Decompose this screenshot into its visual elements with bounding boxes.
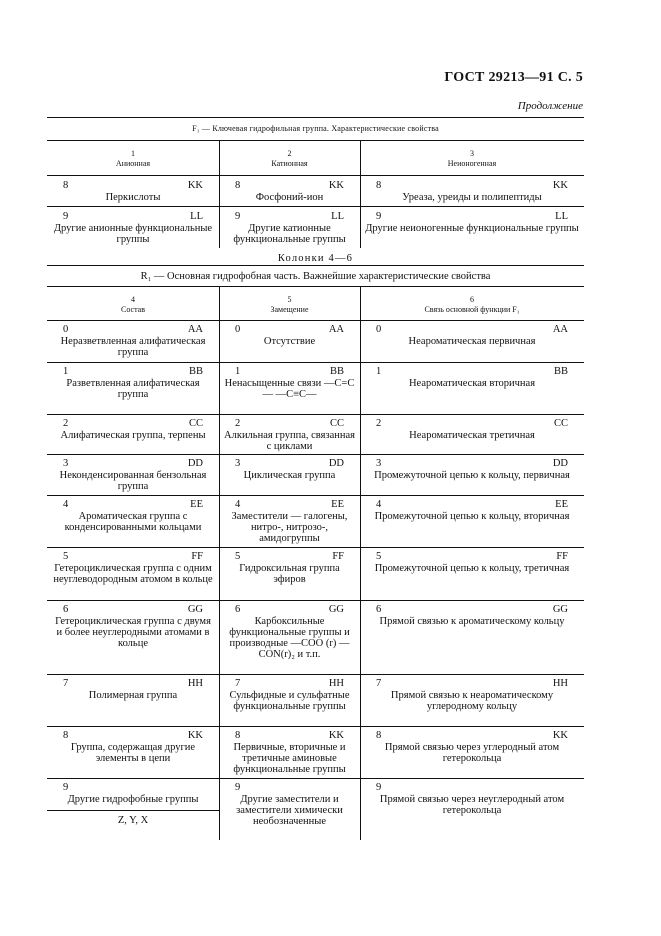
cell-code: BB: [329, 366, 344, 377]
cell-text: Карбоксильные функциональные группы и производные —COO (r) —CON(r)₂ и т.п.: [229, 616, 350, 660]
table-cell: [47, 497, 219, 545]
cell-number: 9: [235, 211, 241, 222]
cell-text: Прямой связью к неароматическому углеродному кольцу: [390, 690, 554, 712]
table-rule: [47, 414, 584, 415]
table-cell: [360, 209, 584, 253]
cell-number: 0: [376, 324, 382, 335]
table-cell: [360, 456, 584, 493]
table-cell: [360, 322, 584, 360]
table-rule: [47, 362, 584, 363]
section1-title: F₁ — Ключевая гидрофильная группа. Характеристические свойства: [192, 124, 439, 133]
cell-code: KK: [552, 180, 568, 191]
cell-code: LL: [331, 211, 344, 222]
table-cell: [360, 178, 584, 206]
table-cell: [360, 549, 584, 598]
table-cell: [47, 209, 219, 253]
column-header: [360, 295, 584, 315]
table-cell: [47, 728, 219, 776]
cell-number: 2: [376, 418, 382, 429]
cell-text: Неразветвленная алифатическая группа: [60, 336, 206, 358]
table-cell: [360, 676, 584, 724]
cell-number: 8: [63, 730, 69, 741]
cell-text: Первичные, вторичные и третичные аминовые функциональные группы: [233, 742, 346, 775]
cell-number: 8: [63, 180, 69, 191]
cell-number: 8: [235, 730, 241, 741]
cell-number: 2: [235, 418, 241, 429]
table-cell: [219, 209, 360, 253]
cell-number: 0: [235, 324, 241, 335]
cell-number: 6: [376, 604, 382, 615]
page-header: ГОСТ 29213—91 С. 5: [444, 70, 583, 85]
column-number: 1: [131, 149, 135, 158]
table-cell: [47, 602, 219, 672]
cell-text: Неконденсированная бензольная группа: [59, 470, 207, 492]
cell-number: 8: [235, 180, 241, 191]
table-cell: [219, 364, 360, 412]
table-rule: [47, 495, 584, 496]
cell-code: LL: [190, 211, 203, 222]
cell-text: Алифатическая группа, терпены: [60, 430, 206, 441]
column-divider: [360, 140, 361, 248]
cell-code: DD: [187, 458, 203, 469]
cell-text: Разветвленная алифатическая группа: [66, 378, 200, 400]
table-cell: [47, 676, 219, 724]
cell-code: AA: [187, 324, 203, 335]
cell-code: EE: [555, 499, 568, 510]
cell-text: Другие гидрофобные группы: [67, 794, 199, 805]
cell-code: KK: [187, 730, 203, 741]
cell-code: BB: [553, 366, 568, 377]
cell-number: 5: [376, 551, 382, 562]
cell-code: EE: [331, 499, 344, 510]
table-cell: [360, 497, 584, 545]
table-rule: [47, 674, 584, 675]
table-rule: [47, 140, 584, 141]
cell-code: CC: [329, 418, 344, 429]
cell-number: 5: [235, 551, 241, 562]
cell-number: 6: [235, 604, 241, 615]
cell-code: GG: [552, 604, 568, 615]
cell-text: Промежуточной цепью к кольцу, вторичная: [374, 511, 570, 522]
columns-4-6-heading: Колонки 4—6: [277, 253, 354, 264]
cell-text: Промежуточной цепью к кольцу, первичная: [374, 470, 570, 481]
cell-number: 1: [376, 366, 382, 377]
table-rule: [47, 320, 584, 321]
cell-number: 4: [376, 499, 382, 510]
table-cell: [360, 416, 584, 452]
cell-code: DD: [552, 458, 568, 469]
column-header: [47, 149, 219, 169]
cell-code: CC: [188, 418, 203, 429]
cell-text: Неароматическая третичная: [409, 430, 535, 441]
cell-text: Другие заместители и заместители химически необозначенные: [236, 794, 343, 827]
cell-text: Отсутствие: [263, 336, 316, 347]
table-cell: [219, 549, 360, 598]
table-cell: [47, 322, 219, 360]
cell-code: CC: [553, 418, 568, 429]
column-name: Состав: [120, 305, 145, 314]
cell-code: KK: [328, 180, 344, 191]
cell-text: Фосфоний-ион: [255, 192, 324, 203]
cell-code: AA: [328, 324, 344, 335]
table-cell: [219, 780, 360, 838]
cell-number: 9: [63, 782, 69, 793]
cell-text: Прямой связью к ароматическому кольцу: [379, 616, 565, 627]
column-header: [360, 149, 584, 169]
table-cell: [47, 416, 219, 452]
cell-number: 7: [376, 678, 382, 689]
column-header: [47, 295, 219, 315]
cell-text: Другие анионные функциональные группы: [53, 223, 213, 245]
cell-code: FF: [191, 551, 203, 562]
cell-text: Другие катионные функциональные группы: [233, 223, 346, 245]
column-number: 6: [470, 295, 474, 304]
table-rule: [47, 547, 584, 548]
cell-text: Ароматическая группа с конденсированными кольцами: [64, 511, 202, 533]
section2-title: R₁ — Основная гидрофобная часть. Важнейшие характеристические свойства: [140, 271, 491, 282]
cell-number: 4: [235, 499, 241, 510]
cell-text: Неароматическая первичная: [408, 336, 536, 347]
cell-text: Прямой связью через углеродный атом гетерокольца: [384, 742, 560, 764]
table-cell: [219, 416, 360, 452]
column-name: Замещение: [270, 305, 309, 314]
table-rule: [47, 206, 584, 207]
table-rule: [47, 600, 584, 601]
cell-text: Гидроксильная группа эфиров: [239, 563, 340, 585]
cell-code: KK: [328, 730, 344, 741]
table-cell: [360, 728, 584, 776]
cell-number: 0: [63, 324, 69, 335]
cell-code: BB: [188, 366, 203, 377]
column-divider: [360, 286, 361, 840]
cell-code: EE: [190, 499, 203, 510]
cell-number: 2: [63, 418, 69, 429]
table-rule: [47, 454, 584, 455]
cell-number: 3: [235, 458, 241, 469]
column-name: Анионная: [115, 159, 151, 168]
table-cell: [219, 178, 360, 206]
cell-code: KK: [187, 180, 203, 191]
column-name: Связь основной функции F₁: [424, 305, 520, 314]
cell-code: AA: [552, 324, 568, 335]
cell-code: DD: [328, 458, 344, 469]
table-rule: [47, 117, 584, 118]
table-rule: [47, 286, 584, 287]
cell-code: LL: [555, 211, 568, 222]
cell-number: 3: [63, 458, 69, 469]
column-name: Катионная: [271, 159, 308, 168]
cell-text: Гетероциклическая группа с двумя и более неуглеродными атомами в кольце: [55, 616, 211, 649]
cell-number: 6: [63, 604, 69, 615]
table-cell: [219, 322, 360, 360]
table-rule: [47, 778, 584, 779]
cell-code: GG: [187, 604, 203, 615]
cell-code: FF: [556, 551, 568, 562]
table-rule: [47, 175, 584, 176]
cell-number: 7: [63, 678, 69, 689]
cell-number: 4: [63, 499, 69, 510]
cell-text: Сульфидные и сульфатные функциональные группы: [229, 690, 350, 712]
cell-text: Гетероциклическая группа с одним неуглеводородным атомом в кольце: [53, 563, 213, 585]
column-name: Неионогенная: [447, 159, 497, 168]
table-cell: [360, 780, 584, 838]
cell-number: 8: [376, 730, 382, 741]
table-rule: [47, 265, 584, 266]
cell-number: 8: [376, 180, 382, 191]
cell-number: 9: [63, 211, 69, 222]
cell-number: 5: [63, 551, 69, 562]
cell-text: Циклическая группа: [243, 470, 336, 481]
table-cell: [219, 497, 360, 545]
column-number: 2: [287, 149, 292, 158]
cell-number: 3: [376, 458, 382, 469]
table-cell: [360, 602, 584, 672]
column-header: [219, 149, 360, 169]
table-cell: [219, 602, 360, 672]
cell-number: 9: [376, 782, 382, 793]
extra-codes: Z, Y, X: [117, 815, 149, 826]
cell-code: HH: [187, 678, 203, 689]
cell-code: FF: [332, 551, 344, 562]
column-divider: [219, 286, 220, 840]
column-number: 4: [131, 295, 135, 304]
cell-text: Прямой связью через неуглеродный атом гетерокольца: [379, 794, 565, 816]
table-cell: [47, 549, 219, 598]
cell-number: 9: [376, 211, 382, 222]
table-rule: [47, 726, 584, 727]
cell-text: Неароматическая вторичная: [408, 378, 536, 389]
table-cell: [219, 728, 360, 776]
cell-text: Перкислоты: [105, 192, 161, 203]
column-number: 3: [470, 149, 474, 158]
cell-text: Другие неионогенные функциональные группы: [365, 223, 579, 234]
cell-number: 1: [63, 366, 69, 377]
table-cell: [360, 364, 584, 412]
table-rule: [47, 810, 219, 811]
continuation-label: Продолжение: [517, 100, 583, 112]
table-cell: [47, 780, 219, 838]
cell-text: Полимерная группа: [88, 690, 178, 701]
cell-text: Ненасыщенные связи —C=C— —C≡C—: [224, 378, 355, 400]
table-cell: [47, 178, 219, 206]
column-header: [219, 295, 360, 315]
cell-text: Алкильная группа, связанная с циклами: [224, 430, 355, 452]
column-divider: [219, 140, 220, 248]
table-cell: [219, 456, 360, 493]
cell-text: Заместители — галогены, нитро-, нитрозо-, амидогруппы: [231, 511, 348, 544]
column-number: 5: [287, 295, 292, 304]
cell-code: HH: [552, 678, 568, 689]
cell-number: 1: [235, 366, 241, 377]
table-cell: [219, 676, 360, 724]
cell-text: Уреаза, уреиды и полипептиды: [402, 192, 542, 203]
table-cell: [47, 456, 219, 493]
cell-code: GG: [328, 604, 344, 615]
cell-text: Промежуточной цепью к кольцу, третичная: [374, 563, 570, 574]
cell-number: 9: [235, 782, 241, 793]
table-cell: [47, 364, 219, 412]
cell-number: 7: [235, 678, 241, 689]
cell-text: Группа, содержащая другие элементы в цепи: [70, 742, 196, 764]
cell-code: KK: [552, 730, 568, 741]
cell-code: HH: [328, 678, 344, 689]
